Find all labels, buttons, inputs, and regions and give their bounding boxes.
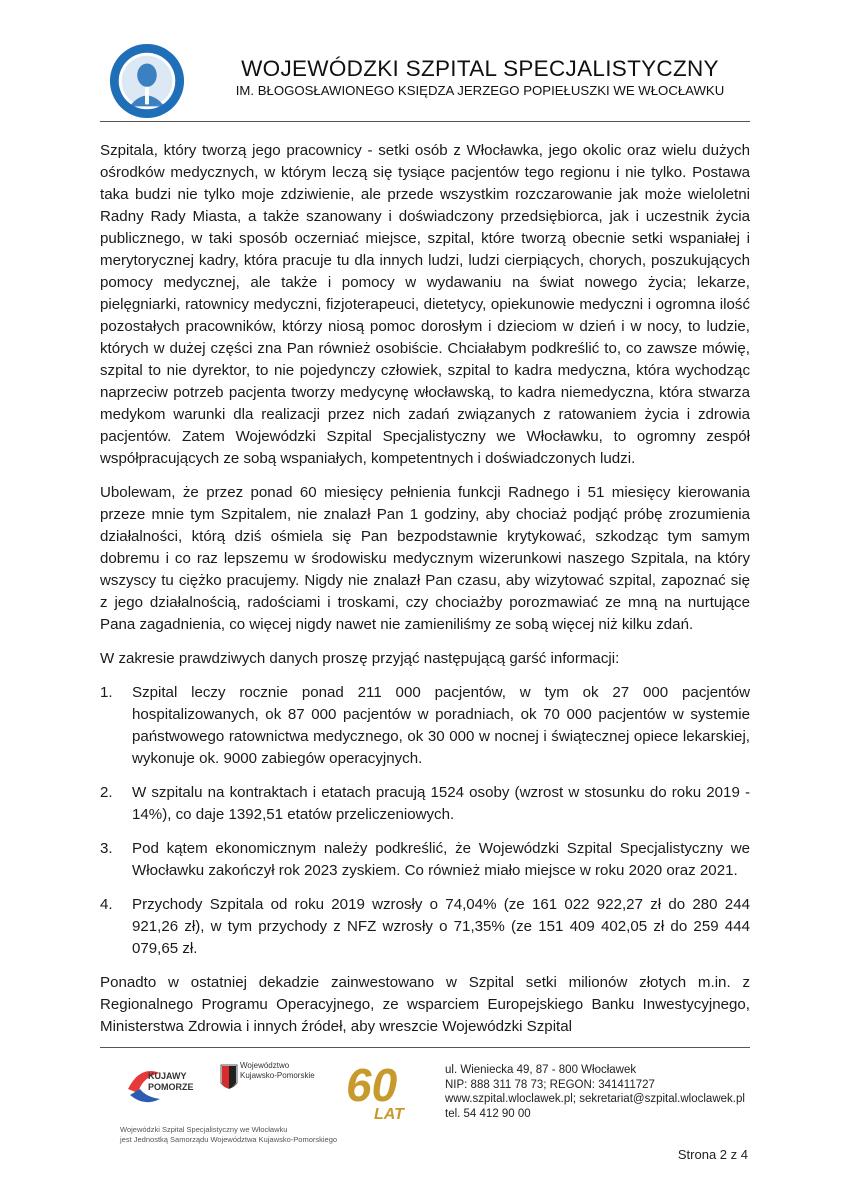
founder-line-1: Wojewódzki Szpital Specjalistyczny we Włocławku — [120, 1125, 288, 1134]
phone: tel. 54 412 90 00 — [445, 1107, 531, 1120]
list-item-number: 1. — [100, 684, 113, 701]
website-email: www.szpital.wloclawek.pl; sekretariat@szpital.wloclawek.pl — [445, 1093, 745, 1105]
letter-footer — [100, 1055, 750, 1145]
60-years-anniversary-logo — [340, 1055, 430, 1125]
body-paragraph: Ubolewam, że przez ponad 60 miesięcy pełnienia funkcji Radnego i 51 miesięcy kierowania przeze mnie tym Szpitalem, nie znalazł Pan 1 godziny, aby chociaż podjąć próbę zrozumienia działalności, którą dziś ośmiela się Pan bezpodstawnie krytykować, szkodząc tym samym dobremu i co raz lepszemu w środowisku medycznym wizerunkowi naszego Szpitala, na który wszyscy tu ciężko pracujemy. Nigdy nie znalazł Pan czasu, aby wizytować szpital, zapoznać się z jego działalnością, radościami i troskami, czy chociażby porozmawiać ze mną na nurtujące Pana zagadnienia, co więcej nigdy nawet nie zamieniliśmy ze sobą więcej niż kilku zdań. — [100, 484, 750, 633]
list-item-number: 4. — [100, 896, 113, 913]
list-item — [100, 682, 750, 770]
woj-line-1: Województwo — [240, 1061, 290, 1070]
list-item-text: Szpital leczy rocznie ponad 211 000 pacjentów, w tym ok 27 000 pacjentów hospitalizowanych, ok 87 000 pacjentów w poradniach, ok 70 000 pacjentów w systemie państwowego ratownictwa medycznego, ok 30 000 w nocnej i świątecznej opiece lekarskiej, wykonuje ok. 9000 zabiegów operacyjnych. — [132, 684, 750, 767]
kp-line-1: KUJAWY — [148, 1071, 187, 1081]
list-item — [100, 782, 750, 826]
woj-line-2: Kujawsko-Pomorskie — [240, 1071, 315, 1080]
anniversary-number: 60 — [346, 1059, 398, 1111]
list-item — [100, 894, 750, 960]
list-item-text: W szpitalu na kontraktach i etatach pracują 1524 osoby (wzrost w stosunku do roku 2019 - 14%), co daje 1392,51 etatów przeliczeniowych. — [132, 784, 750, 823]
list-item-text: Przychody Szpitala od roku 2019 wzrosły o 74,04% (ze 161 022 922,27 zł do 280 244 921,26 zł), w tym przychody z NFZ wzrosły o 71,35% (ze 151 409 402,05 zł do 259 444 079,65 zł. — [132, 896, 750, 957]
contact-info — [445, 1063, 745, 1121]
body-paragraph: Szpitala, który tworzą jego pracownicy - setki osób z Włocławka, jego okolic oraz wielu dużych ośrodków medycznych, w którym leczą się tysiące pacjentów tego regionu i nie tylko. Postawa taka budzi nie tylko moje zdziwienie, ale przede wszystkim rozczarowanie jak może wieloletni Radny Rady Miasta, a także szanowany i doświadczony przedsiębiorca, jak i uczestnik życia publicznego, w taki sposób oczerniać miejsce, szpital, które tworzą obecnie setki wspaniałej i merytorycznej kadry, która pracuje tu dla innych ludzi, ludzi cierpiących, chorych, poszukujących pomocy medycznej, ale także i pomocy w wydawaniu na świat nowego życia; lekarze, pielęgniarki, ratownicy medyczni, fizjoterapeuci, dietetycy, opiekunowie medyczni i ogromna ilość pozostałych pracowników, którzy niosą pomoc dorosłym i dzieciom w dzień i w nocy, to ludzie, których w dużej części zna Pan również osobiście. Chciałabym podkreślić to, co zawsze mówię, szpital to nie dyrektor, to nie pojedynczy człowiek, szpital to kadra medyczna, która wychodząc naprzeciw potrzeb pacjenta tworzy medycynę włocławską, to kadra niemedyczna, która stwarza medykom warunki dla realizacji przez nich zadań związanych z ratowaniem życia i zdrowia pacjentów. Zatem Wojewódzki Szpital Specjalistyczny we Włocławku, to ogromny zespół współpracujących ze sobą wspaniałych, kompetentnych i doświadczonych ludzi. — [100, 142, 750, 467]
letterhead — [100, 38, 750, 120]
nip-regon: NIP: 888 311 78 73; REGON: 341411727 — [445, 1078, 655, 1091]
hospital-name-title: WOJEWÓDZKI SZPITAL SPECJALISTYCZNY — [241, 56, 719, 81]
list-item-number: 3. — [100, 840, 113, 857]
hospital-patron-subtitle: IM. BŁOGOSŁAWIONEGO KSIĘDZA JERZEGO POPIEŁUSZKI WE WŁOCŁAWKU — [235, 83, 725, 98]
kujawy-pomorze-wordmark — [148, 1071, 194, 1093]
list-item — [100, 838, 750, 882]
page-number: Strona 2 z 4 — [677, 1147, 748, 1162]
letter-body — [100, 140, 750, 1050]
header-divider — [100, 121, 750, 122]
anniversary-word: LAT — [374, 1106, 404, 1123]
kp-line-2: POMORZE — [148, 1082, 194, 1092]
address: ul. Wieniecka 49, 87 - 800 Włocławek — [445, 1064, 637, 1076]
list-item-number: 2. — [100, 784, 113, 801]
body-paragraph: Ponadto w ostatniej dekadzie zainwestowano w Szpital setki milionów złotych m.in. z Regionalnego Programu Operacyjnego, ze wsparciem Europejskiego Banku Inwestycyjnego, Ministerstwa Zdrowia i innych źródeł, aby wreszcie Wojewódzki Szpital — [100, 974, 750, 1035]
founding-body-note — [120, 1125, 337, 1145]
hospital-seal-logo — [108, 42, 186, 120]
list-item-text: Pod kątem ekonomicznym należy podkreślić, że Wojewódzki Szpital Specjalistyczny we Włocławku zakończył rok 2023 zyskiem. Co również miało miejsce w roku 2020 oraz 2021. — [132, 840, 750, 879]
founder-line-2: jest Jednostką Samorządu Województwa Kujawsko-Pomorskiego — [120, 1135, 338, 1144]
voivodeship-label — [240, 1061, 315, 1081]
footer-divider — [100, 1047, 750, 1048]
body-paragraph: W zakresie prawdziwych danych proszę przyjąć następującą garść informacji: — [100, 650, 620, 667]
facts-list — [100, 682, 750, 960]
